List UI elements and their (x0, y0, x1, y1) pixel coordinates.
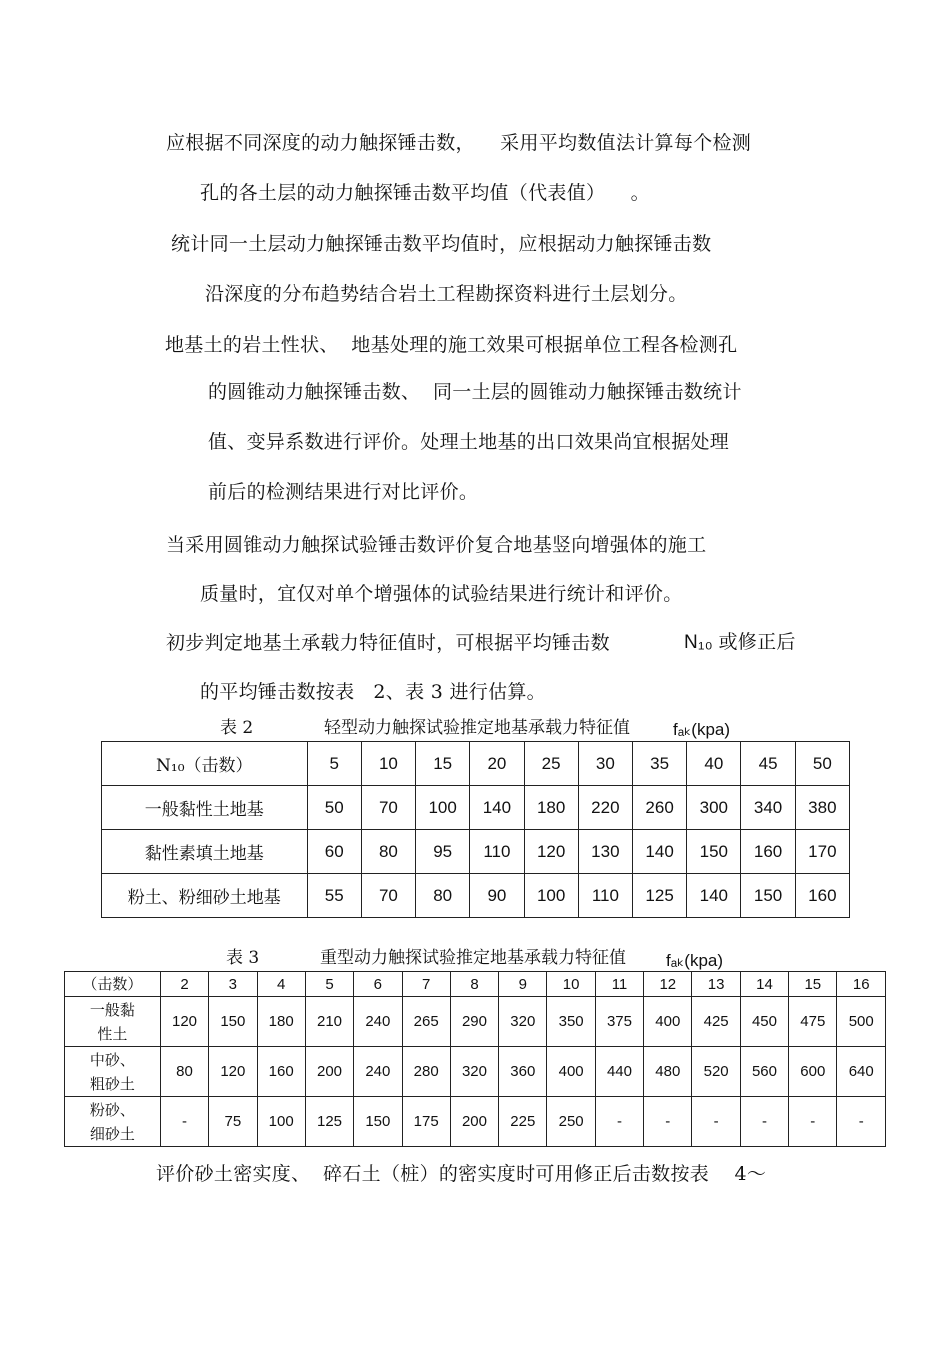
table-cell: - (644, 1097, 692, 1147)
table2-header-cell: 10 (361, 742, 415, 786)
paragraph-3-line-3: 值、变异系数进行评价。处理土地基的出口效果尚宜根据处理 (208, 431, 730, 453)
table2-row-label: 一般黏性土地基 (102, 786, 308, 830)
table3-header-cell: 9 (499, 972, 547, 997)
table-cell: - (160, 1097, 208, 1147)
table3-header-cell: 3 (209, 972, 257, 997)
table-cell: - (740, 1097, 788, 1147)
table-cell: 340 (741, 786, 795, 830)
paragraph-2-line-1: 统计同一土层动力触探锤击数平均值时，应根据动力触探锤击数 (171, 233, 712, 255)
table-cell: 90 (470, 874, 524, 918)
table3-caption-unit: fₐₖ(kpa) (666, 951, 724, 970)
table-row (65, 1047, 886, 1097)
table3-caption-label: 表 3 (226, 948, 260, 968)
table3-header-cell: 2 (160, 972, 208, 997)
table-cell: 140 (632, 830, 686, 874)
table3-header-cell: 15 (789, 972, 837, 997)
table-cell: 130 (578, 830, 632, 874)
table2-header-label: N₁₀（击数） (102, 742, 308, 786)
table-cell: 220 (578, 786, 632, 830)
table3-header-cell: 7 (402, 972, 450, 997)
table-cell: 120 (209, 1047, 257, 1097)
table-cell: 240 (354, 1047, 402, 1097)
paragraph-5-line-1: 初步判定地基土承载力特征值时，可根据平均锤击数 (166, 632, 610, 654)
row-label-line: 粉砂、 (89, 1100, 135, 1119)
table-cell: 320 (450, 1047, 498, 1097)
table-cell: 150 (741, 874, 795, 918)
table3-header-cell: 10 (547, 972, 595, 997)
paragraph-3-line-1: 地基土的岩土性状、 地基处理的施工效果可根据单位工程各检测孔 (165, 334, 738, 356)
table-cell: 50 (307, 786, 361, 830)
row-label-line: 中砂、 (89, 1050, 135, 1069)
table-cell: 110 (578, 874, 632, 918)
table-cell: 200 (450, 1097, 498, 1147)
table-cell: 160 (257, 1047, 305, 1097)
table-cell: 55 (307, 874, 361, 918)
table-cell: 180 (524, 786, 578, 830)
table-cell: 210 (305, 997, 353, 1047)
table2-header-cell: 5 (307, 742, 361, 786)
table-cell: 265 (402, 997, 450, 1047)
row-label-line: 细砂土 (89, 1124, 135, 1143)
paragraph-3-line-4: 前后的检测结果进行对比评价。 (208, 481, 479, 503)
paragraph-4-line-2: 质量时，宜仅对单个增强体的试验结果进行统计和评价。 (200, 583, 683, 605)
table-cell: 140 (687, 874, 741, 918)
table-cell: 80 (361, 830, 415, 874)
table2-row-label: 粉土、粉细砂土地基 (102, 874, 308, 918)
table2-header-cell: 45 (741, 742, 795, 786)
paragraph-2-line-2: 沿深度的分布趋势结合岩土工程勘探资料进行土层划分。 (205, 283, 688, 305)
table-cell: - (789, 1097, 837, 1147)
table-cell: 400 (547, 1047, 595, 1097)
table-row (65, 997, 886, 1047)
table-cell: 225 (499, 1097, 547, 1147)
table-cell: 120 (524, 830, 578, 874)
table-cell: 175 (402, 1097, 450, 1147)
paragraph-4-line-1: 当采用圆锥动力触探试验锤击数评价复合地基竖向增强体的施工 (166, 534, 707, 556)
row-label-line: 性土 (97, 1024, 128, 1043)
table2-header-cell: 25 (524, 742, 578, 786)
table3-row-label (65, 1097, 161, 1147)
table3-header-cell: 11 (595, 972, 643, 997)
table-cell: 480 (644, 1047, 692, 1097)
table3-header-cell: 6 (354, 972, 402, 997)
paragraph-5-line-2: 的平均锤击数按表 2、表 3 进行估算。 (200, 681, 546, 703)
table-cell: 95 (416, 830, 470, 874)
table3-header-cell: 14 (740, 972, 788, 997)
table-cell: 150 (354, 1097, 402, 1147)
table3-row-label (65, 1047, 161, 1097)
table-cell: 170 (795, 830, 849, 874)
table-cell: 350 (547, 997, 595, 1047)
table-cell: 640 (837, 1047, 886, 1097)
table2-caption-label: 表 2 (220, 718, 254, 738)
table-cell: 160 (795, 874, 849, 918)
table-cell: 475 (789, 997, 837, 1047)
table-cell: 560 (740, 1047, 788, 1097)
table-cell: 375 (595, 997, 643, 1047)
table-cell: 80 (160, 1047, 208, 1097)
table3-header-cell: 5 (305, 972, 353, 997)
table-cell: 100 (524, 874, 578, 918)
table-cell: 280 (402, 1047, 450, 1097)
table-cell: 60 (307, 830, 361, 874)
table2-header-cell: 40 (687, 742, 741, 786)
table-cell: 150 (687, 830, 741, 874)
paragraph-3-line-2: 的圆锥动力触探锤击数、 同一土层的圆锥动力触探锤击数统计 (208, 381, 742, 403)
table2-header-row (102, 742, 850, 786)
table2-header-cell: 30 (578, 742, 632, 786)
paragraph-1-line-2: 孔的各土层的动力触探锤击数平均值（代表值） 。 (200, 182, 650, 204)
table-cell: 100 (416, 786, 470, 830)
table-cell: 110 (470, 830, 524, 874)
table3-header-cell: 4 (257, 972, 305, 997)
table2-header-cell: 50 (795, 742, 849, 786)
table3-row-label (65, 997, 161, 1047)
table-cell: - (837, 1097, 886, 1147)
table-cell: 290 (450, 997, 498, 1047)
table2-caption-title: 轻型动力触探试验推定地基承载力特征值 (324, 718, 630, 738)
table-cell: 125 (305, 1097, 353, 1147)
table-cell: 500 (837, 997, 886, 1047)
closing-line: 评价砂土密实度、 碎石土（桩）的密实度时可用修正后击数按表 4～ (156, 1163, 767, 1185)
table-cell: 600 (789, 1047, 837, 1097)
table-cell: 70 (361, 786, 415, 830)
table-cell: 260 (632, 786, 686, 830)
table-cell: 320 (499, 997, 547, 1047)
table3-header-cell: 8 (450, 972, 498, 997)
table2-header-cell: 15 (416, 742, 470, 786)
table-cell: 200 (305, 1047, 353, 1097)
table-cell: 440 (595, 1047, 643, 1097)
table-row (65, 1097, 886, 1147)
table-cell: 125 (632, 874, 686, 918)
table-cell: 380 (795, 786, 849, 830)
table-cell: 80 (416, 874, 470, 918)
table3-header-cell: 16 (837, 972, 886, 997)
table-cell: 150 (209, 997, 257, 1047)
table-cell: 300 (687, 786, 741, 830)
table-cell: 140 (470, 786, 524, 830)
table-2 (101, 741, 850, 918)
table-cell: 70 (361, 874, 415, 918)
table-cell: - (595, 1097, 643, 1147)
table-cell: 520 (692, 1047, 740, 1097)
table3-header-label: （击数） (65, 972, 161, 997)
row-label-line: 一般黏 (89, 1000, 135, 1019)
table-cell: 450 (740, 997, 788, 1047)
table-cell: 360 (499, 1047, 547, 1097)
table2-header-cell: 35 (632, 742, 686, 786)
table-row (102, 874, 850, 918)
table2-row-label: 黏性素填土地基 (102, 830, 308, 874)
table-row (102, 786, 850, 830)
table-row (102, 830, 850, 874)
table-cell: 120 (160, 997, 208, 1047)
paragraph-1-line-1: 应根据不同深度的动力触探锤击数， 采用平均数值法计算每个检测 (166, 132, 752, 154)
paragraph-5-line-1-tail: N₁₀ 或修正后 (684, 632, 796, 653)
table3-header-cell: 12 (644, 972, 692, 997)
row-label-line: 粗砂土 (89, 1074, 135, 1093)
table-cell: 425 (692, 997, 740, 1047)
table-cell: 240 (354, 997, 402, 1047)
table2-caption-unit: fₐₖ(kpa) (673, 720, 731, 739)
table-cell: 75 (209, 1097, 257, 1147)
table3-header-row (65, 972, 886, 997)
table2-header-cell: 20 (470, 742, 524, 786)
table-cell: 400 (644, 997, 692, 1047)
table-cell: - (692, 1097, 740, 1147)
table3-header-cell: 13 (692, 972, 740, 997)
table-cell: 100 (257, 1097, 305, 1147)
table-cell: 160 (741, 830, 795, 874)
table-cell: 250 (547, 1097, 595, 1147)
table-cell: 180 (257, 997, 305, 1047)
table3-caption-title: 重型动力触探试验推定地基承载力特征值 (320, 948, 626, 968)
table-3 (64, 971, 886, 1147)
